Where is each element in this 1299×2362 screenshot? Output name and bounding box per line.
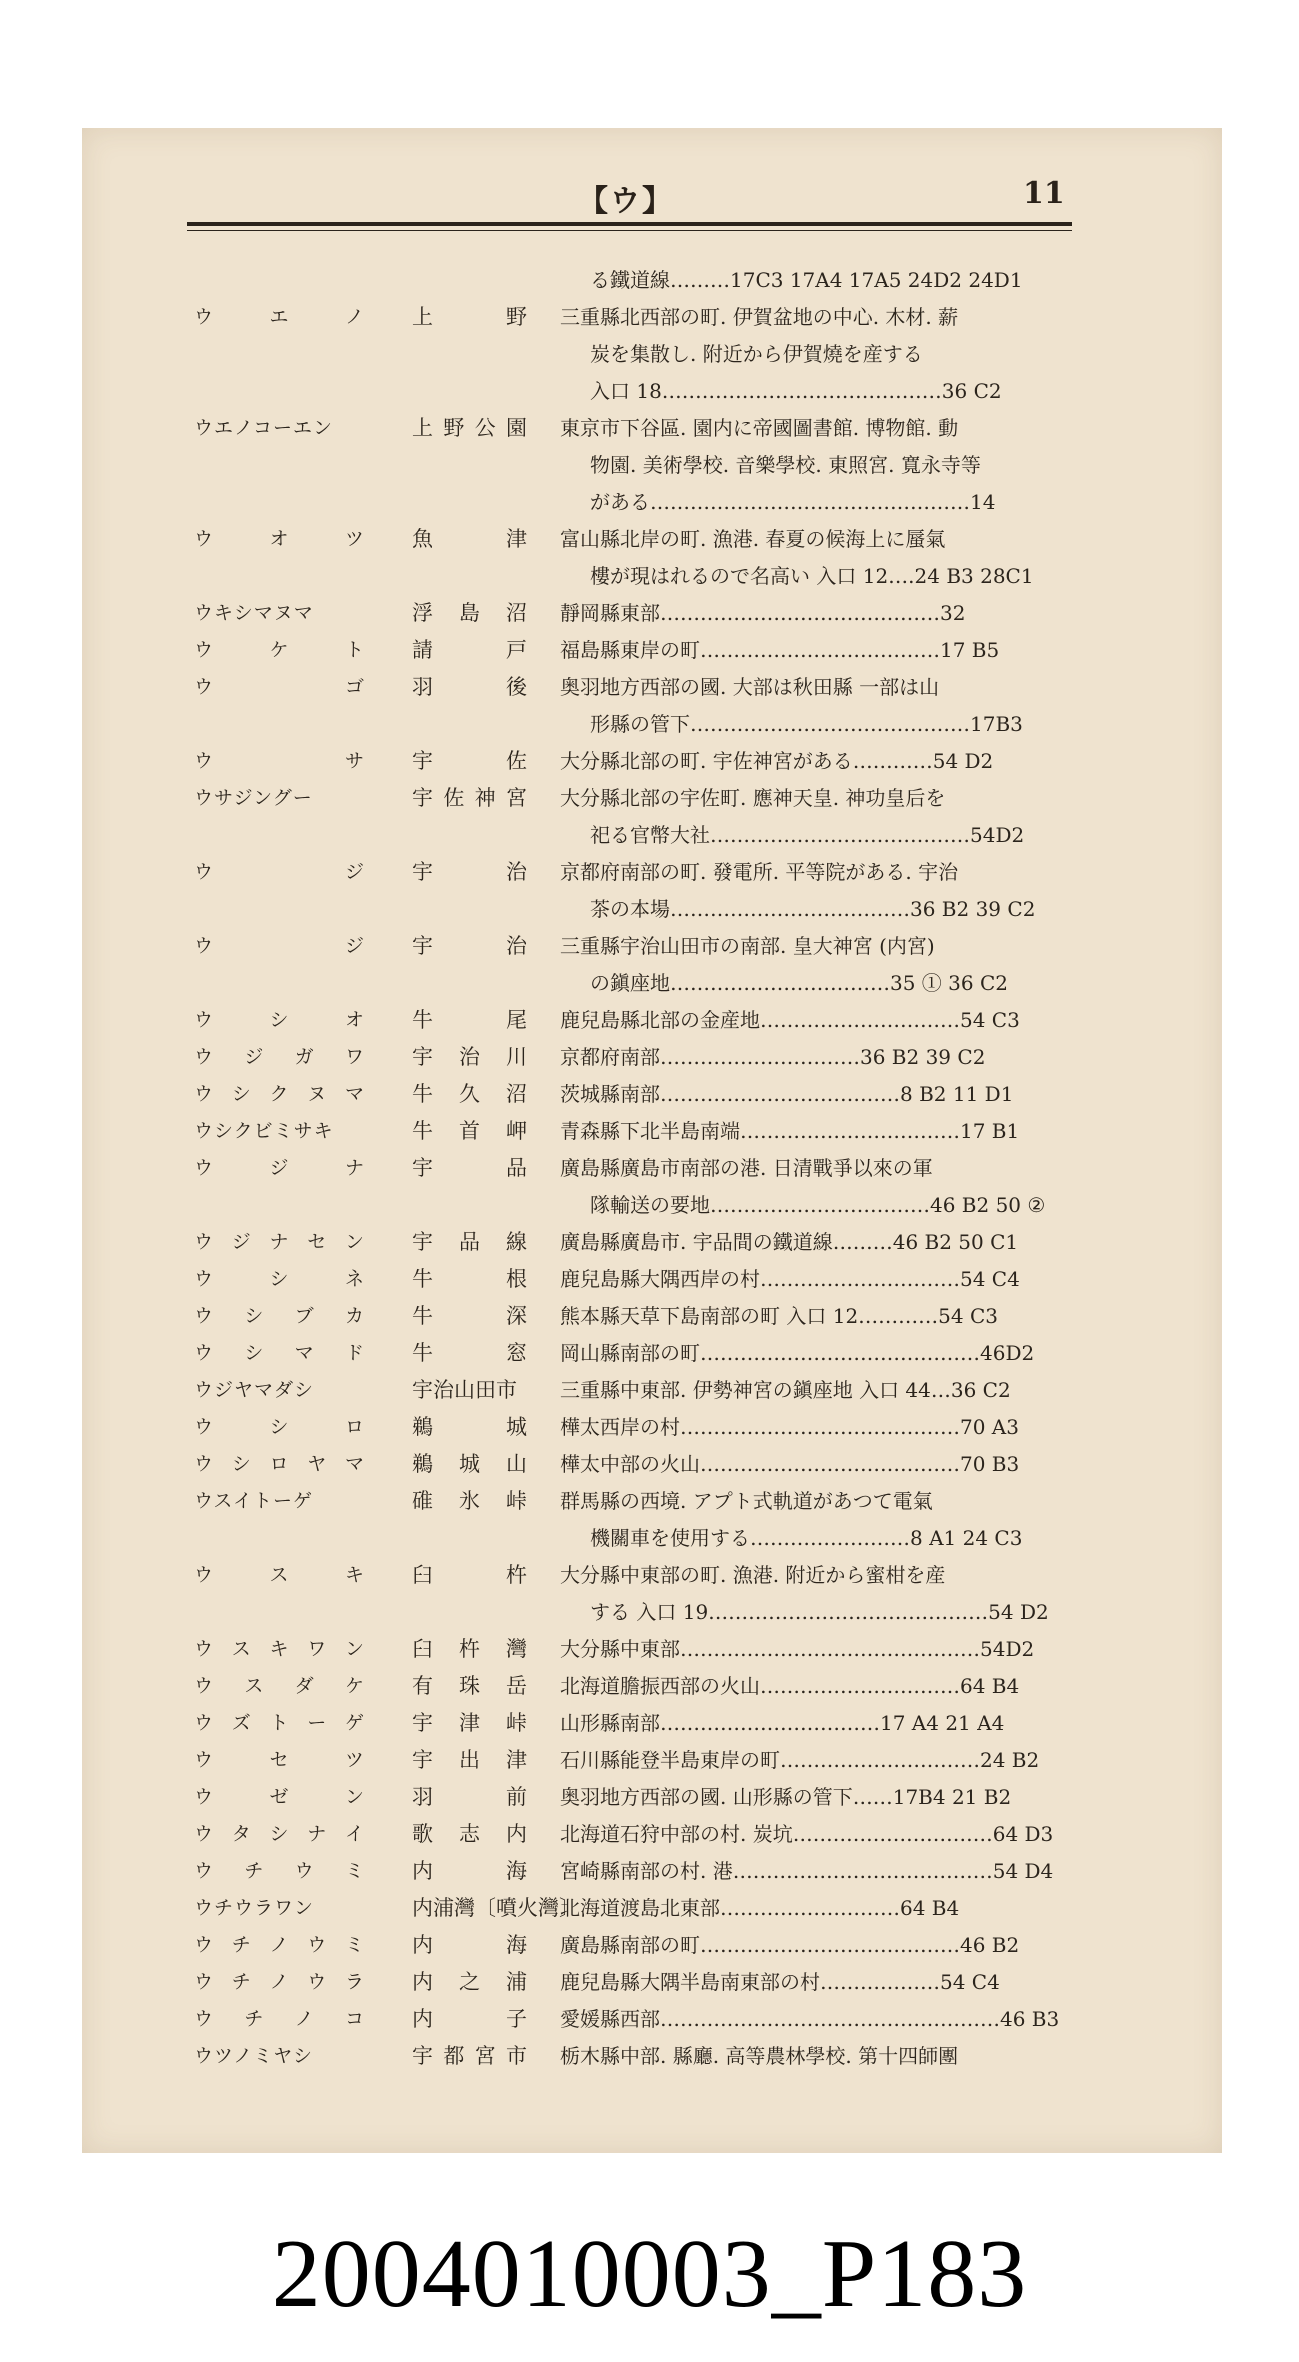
gazetteer-entry bbox=[0, 632, 1299, 669]
gazetteer-entry bbox=[0, 1705, 1299, 1742]
entry-line bbox=[0, 2001, 1299, 2038]
entry-description: 奥羽地方西部の國. 大部は秋田縣 一部は山 bbox=[560, 675, 940, 699]
gazetteer-entry bbox=[0, 262, 1299, 299]
entry-line bbox=[0, 410, 1299, 447]
entry-place-name: 宇治山田市 bbox=[412, 1378, 517, 1402]
entry-place-name: 牛 首 岬 bbox=[412, 1119, 527, 1143]
entry-line bbox=[0, 1261, 1299, 1298]
entry-reading: ウ ス キ bbox=[194, 1564, 364, 1586]
entry-place-name: 鵜 城 山 bbox=[412, 1452, 527, 1476]
entry-description: 鹿兒島縣大隅半島南東部の村………………54 C4 bbox=[560, 1970, 1000, 1994]
entry-place-name: 宇 品 bbox=[412, 1156, 527, 1180]
entry-reading: ウ ジ bbox=[194, 935, 364, 957]
gazetteer-entry bbox=[0, 521, 1299, 595]
entry-line bbox=[0, 1594, 1299, 1631]
gazetteer-entry bbox=[0, 743, 1299, 780]
gazetteer-entry bbox=[0, 1890, 1299, 1927]
gazetteer-entry bbox=[0, 854, 1299, 928]
gazetteer-entry bbox=[0, 1372, 1299, 1409]
entry-description: 宮崎縣南部の村. 港…………………………………54 D4 bbox=[560, 1859, 1054, 1883]
entry-place-name: 有 珠 岳 bbox=[412, 1674, 527, 1698]
entry-description: 三重縣中東部. 伊勢神宮の鎭座地 入口 44…36 C2 bbox=[560, 1378, 1011, 1402]
entry-description: る鐵道線………17C3 17A4 17A5 24D2 24D1 bbox=[590, 268, 1023, 292]
gazetteer-entry bbox=[0, 595, 1299, 632]
entry-line bbox=[0, 706, 1299, 743]
entry-place-name: 請 戸 bbox=[412, 638, 527, 662]
entry-line bbox=[0, 595, 1299, 632]
entry-reading: ウ サ bbox=[194, 750, 364, 772]
entry-description: 廣島縣廣島市. 宇品間の鐵道線………46 B2 50 C1 bbox=[560, 1230, 1019, 1254]
entry-line bbox=[0, 891, 1299, 928]
entry-line bbox=[0, 1853, 1299, 1890]
entry-description: 青森縣下北半島南端……………………………17 B1 bbox=[560, 1119, 1020, 1143]
entry-description: 大分縣北部の町. 宇佐神宮がある…………54 D2 bbox=[560, 749, 994, 773]
gazetteer-entry bbox=[0, 1224, 1299, 1261]
entry-line bbox=[0, 632, 1299, 669]
entry-reading: ウ オ ツ bbox=[194, 528, 364, 550]
gazetteer-entry bbox=[0, 1113, 1299, 1150]
entry-reading: ウチウラワン bbox=[194, 1897, 315, 1919]
gazetteer-entry bbox=[0, 669, 1299, 743]
entry-line bbox=[0, 1816, 1299, 1853]
entry-place-name: 宇 都 宮 市 bbox=[412, 2044, 527, 2068]
entry-place-name: 上 野 公 園 bbox=[412, 416, 527, 440]
gazetteer-entry bbox=[0, 1483, 1299, 1557]
entry-line bbox=[0, 1187, 1299, 1224]
gazetteer-entry bbox=[0, 1446, 1299, 1483]
entry-line bbox=[0, 780, 1299, 817]
entry-description: 樓が現はれるので名高い 入口 12….24 B3 28C1 bbox=[590, 564, 1034, 588]
header-rule bbox=[187, 222, 1072, 226]
entry-description: 三重縣宇治山田市の南部. 皇大神宮 (内宮) bbox=[560, 934, 935, 958]
entry-reading: ウ ジ ナ セ ン bbox=[194, 1231, 364, 1253]
entry-line bbox=[0, 1557, 1299, 1594]
entry-line bbox=[0, 484, 1299, 521]
entry-place-name: 宇 治 川 bbox=[412, 1045, 527, 1069]
entry-description: 機關車を使用する……………………8 A1 24 C3 bbox=[590, 1526, 1023, 1550]
entry-reading: ウエノコーエン bbox=[194, 417, 334, 439]
entry-description: 樺太西岸の村……………………………………70 A3 bbox=[560, 1415, 1019, 1439]
entry-reading: ウ チ ノ コ bbox=[194, 2008, 364, 2030]
entry-description: 東京市下谷區. 園内に帝國圖書館. 博物館. 動 bbox=[560, 416, 959, 440]
entry-line bbox=[0, 1631, 1299, 1668]
entry-line bbox=[0, 1113, 1299, 1150]
entry-line bbox=[0, 521, 1299, 558]
entry-description: 廣島縣廣島市南部の港. 日清戰爭以來の軍 bbox=[560, 1156, 933, 1180]
gazetteer-entry bbox=[0, 1002, 1299, 1039]
entry-line bbox=[0, 1779, 1299, 1816]
entry-line bbox=[0, 965, 1299, 1002]
entry-place-name: 宇 津 峠 bbox=[412, 1711, 527, 1735]
entry-place-name: 宇 品 線 bbox=[412, 1230, 527, 1254]
entry-description: 大分縣中東部………………………………………54D2 bbox=[560, 1637, 1035, 1661]
entry-line bbox=[0, 558, 1299, 595]
entry-description: 鹿兒島縣北部の金産地…………………………54 C3 bbox=[560, 1008, 1020, 1032]
catalog-caption: 2004010003_P183 bbox=[271, 2220, 1028, 2328]
entry-line bbox=[0, 1409, 1299, 1446]
entry-reading: ウ ズ ト ー ゲ bbox=[194, 1712, 364, 1734]
entry-description: 大分縣中東部の町. 漁港. 附近から蜜柑を産 bbox=[560, 1563, 946, 1587]
entry-line bbox=[0, 817, 1299, 854]
entry-reading: ウ ス ダ ケ bbox=[194, 1675, 364, 1697]
entry-place-name: 碓 氷 峠 bbox=[412, 1489, 527, 1513]
entry-place-name: 内 海 bbox=[412, 1859, 527, 1883]
entry-place-name: 歌 志 内 bbox=[412, 1822, 527, 1846]
entry-line bbox=[0, 373, 1299, 410]
entry-description: 奥羽地方西部の國. 山形縣の管下……17B4 21 B2 bbox=[560, 1785, 1012, 1809]
entry-line bbox=[0, 928, 1299, 965]
entry-place-name: 牛 根 bbox=[412, 1267, 527, 1291]
entry-line bbox=[0, 336, 1299, 373]
entry-line bbox=[0, 1372, 1299, 1409]
entry-place-name: 牛 深 bbox=[412, 1304, 527, 1328]
entry-description: 富山縣北岸の町. 漁港. 春夏の候海上に蜃氣 bbox=[560, 527, 946, 551]
entry-reading: ウ タ シ ナ イ bbox=[194, 1823, 364, 1845]
gazetteer-entry bbox=[0, 1039, 1299, 1076]
entry-reading: ウスイトーゲ bbox=[194, 1490, 314, 1512]
entry-reading: ウ シ ブ カ bbox=[194, 1305, 364, 1327]
entry-description: の鎭座地……………………………35 ① 36 C2 bbox=[590, 971, 1008, 995]
entry-description: 入口 18……………………………………36 C2 bbox=[590, 379, 1002, 403]
gazetteer-entry bbox=[0, 1298, 1299, 1335]
gazetteer-entry bbox=[0, 1742, 1299, 1779]
entry-description: 愛媛縣西部……………………………………………46 B3 bbox=[560, 2007, 1060, 2031]
entry-place-name: 宇 佐 神 宮 bbox=[412, 786, 527, 810]
entry-place-name: 宇 治 bbox=[412, 934, 527, 958]
entry-description: 隊輸送の要地……………………………46 B2 50 ② bbox=[590, 1193, 1046, 1217]
gazetteer-entry bbox=[0, 1927, 1299, 1964]
entry-place-name: 内 之 浦 bbox=[412, 1970, 527, 1994]
entry-line bbox=[0, 1039, 1299, 1076]
entry-line bbox=[0, 299, 1299, 336]
gazetteer-entry bbox=[0, 1557, 1299, 1631]
entry-reading: ウ ゴ bbox=[194, 676, 364, 698]
page-number: 11 bbox=[1023, 176, 1065, 211]
entry-place-name: 羽 前 bbox=[412, 1785, 527, 1809]
entry-reading: ウ シ ネ bbox=[194, 1268, 364, 1290]
entry-description: 廣島縣南部の町…………………………………46 B2 bbox=[560, 1933, 1020, 1957]
entry-description: 栃木縣中部. 縣廳. 高等農林學校. 第十四師團 bbox=[560, 2044, 959, 2068]
entry-place-name: 宇 治 bbox=[412, 860, 527, 884]
entry-reading: ウ チ ノ ウ ミ bbox=[194, 1934, 364, 1956]
entry-line bbox=[0, 1076, 1299, 1113]
gazetteer-entry bbox=[0, 2001, 1299, 2038]
entry-line bbox=[0, 1705, 1299, 1742]
gazetteer-entry bbox=[0, 1668, 1299, 1705]
entry-line bbox=[0, 1964, 1299, 2001]
entry-reading: ウ シ オ bbox=[194, 1009, 364, 1031]
entry-place-name: 上 野 bbox=[412, 305, 527, 329]
entry-place-name: 内浦灣〔噴火灣〕 bbox=[412, 1896, 580, 1920]
entry-line bbox=[0, 1890, 1299, 1927]
entry-reading: ウ セ ツ bbox=[194, 1749, 364, 1771]
entry-line bbox=[0, 1002, 1299, 1039]
entry-line bbox=[0, 1520, 1299, 1557]
entry-place-name: 牛 久 沼 bbox=[412, 1082, 527, 1106]
entry-line bbox=[0, 1446, 1299, 1483]
entry-line bbox=[0, 1483, 1299, 1520]
gazetteer-entry bbox=[0, 780, 1299, 854]
entry-description: 靜岡縣東部……………………………………32 bbox=[560, 601, 966, 625]
entry-description: 茨城縣南部………………………………8 B2 11 D1 bbox=[560, 1082, 1014, 1106]
entry-place-name: 宇 出 津 bbox=[412, 1748, 527, 1772]
entry-line bbox=[0, 1150, 1299, 1187]
entry-line bbox=[0, 669, 1299, 706]
gazetteer-entries bbox=[0, 262, 1299, 2075]
gazetteer-entry bbox=[0, 299, 1299, 410]
entry-place-name: 牛 窓 bbox=[412, 1341, 527, 1365]
entry-place-name: 内 子 bbox=[412, 2007, 527, 2031]
entry-reading: ウ シ ロ ヤ マ bbox=[194, 1453, 364, 1475]
entry-line bbox=[0, 262, 1299, 299]
entry-place-name: 浮 島 沼 bbox=[412, 601, 527, 625]
entry-reading: ウ シ ロ bbox=[194, 1416, 364, 1438]
gazetteer-entry bbox=[0, 410, 1299, 521]
header-rule-thin bbox=[187, 230, 1072, 231]
entry-description: 群馬縣の西境. アプト式軌道があつて電氣 bbox=[560, 1489, 933, 1513]
section-header: 【ウ】 bbox=[578, 184, 674, 219]
entry-line bbox=[0, 1742, 1299, 1779]
gazetteer-entry bbox=[0, 1076, 1299, 1113]
entry-line bbox=[0, 1927, 1299, 1964]
entry-description: 炭を集散し. 附近から伊賀燒を産する bbox=[590, 342, 923, 366]
entry-reading: ウキシマヌマ bbox=[194, 602, 314, 624]
entry-description: 京都府南部…………………………36 B2 39 C2 bbox=[560, 1045, 986, 1069]
entry-reading: ウ ケ ト bbox=[194, 639, 364, 661]
entry-description: 岡山縣南部の町……………………………………46D2 bbox=[560, 1341, 1035, 1365]
entry-reading: ウサジングー bbox=[194, 787, 313, 809]
gazetteer-entry bbox=[0, 1853, 1299, 1890]
entry-line bbox=[0, 1668, 1299, 1705]
gazetteer-entry bbox=[0, 1779, 1299, 1816]
entry-description: 熊本縣天草下島南部の町 入口 12…………54 C3 bbox=[560, 1304, 998, 1328]
entry-place-name: 魚 津 bbox=[412, 527, 527, 551]
entry-reading: ウ エ ノ bbox=[194, 306, 364, 328]
entry-reading: ウ ゼ ン bbox=[194, 1786, 364, 1808]
entry-reading: ウ チ ノ ウ ラ bbox=[194, 1971, 364, 1993]
entry-description: 北海道石狩中部の村. 炭坑…………………………64 D3 bbox=[560, 1822, 1054, 1846]
entry-description: する 入口 19……………………………………54 D2 bbox=[590, 1600, 1049, 1624]
entry-reading: ウジヤマダシ bbox=[194, 1379, 315, 1401]
gazetteer-entry bbox=[0, 1964, 1299, 2001]
entry-description: 樺太中部の火山…………………………………70 B3 bbox=[560, 1452, 1020, 1476]
entry-description: 茶の本場………………………………36 B2 39 C2 bbox=[590, 897, 1036, 921]
entry-description: 形縣の管下……………………………………17B3 bbox=[590, 712, 1023, 736]
entry-place-name: 臼 杵 bbox=[412, 1563, 527, 1587]
entry-place-name: 宇 佐 bbox=[412, 749, 527, 773]
entry-place-name: 臼 杵 灣 bbox=[412, 1637, 527, 1661]
entry-description: 北海道膽振西部の火山…………………………64 B4 bbox=[560, 1674, 1020, 1698]
entry-line bbox=[0, 447, 1299, 484]
entry-reading: ウ ジ bbox=[194, 861, 364, 883]
entry-line bbox=[0, 1298, 1299, 1335]
entry-line bbox=[0, 743, 1299, 780]
entry-line bbox=[0, 1335, 1299, 1372]
entry-place-name: 内 海 bbox=[412, 1933, 527, 1957]
entry-reading: ウ シ ク ヌ マ bbox=[194, 1083, 364, 1105]
entry-reading: ウ ジ ガ ワ bbox=[194, 1046, 364, 1068]
gazetteer-entry bbox=[0, 1335, 1299, 1372]
entry-reading: ウツノミヤシ bbox=[194, 2045, 314, 2067]
entry-description: 物園. 美術學校. 音樂學校. 東照宮. 寬永寺等 bbox=[590, 453, 981, 477]
entry-description: 京都府南部の町. 發電所. 平等院がある. 宇治 bbox=[560, 860, 959, 884]
entry-description: がある…………………………………………14 bbox=[590, 490, 996, 514]
entry-reading: ウ シ マ ド bbox=[194, 1342, 364, 1364]
gazetteer-entry bbox=[0, 1816, 1299, 1853]
entry-reading: ウ チ ウ ミ bbox=[194, 1860, 364, 1882]
entry-description: 鹿兒島縣大隅西岸の村…………………………54 C4 bbox=[560, 1267, 1020, 1291]
entry-description: 北海道渡島北東部………………………64 B4 bbox=[560, 1896, 960, 1920]
entry-line bbox=[0, 854, 1299, 891]
entry-line bbox=[0, 1224, 1299, 1261]
entry-description: 大分縣北部の宇佐町. 應神天皇. 神功皇后を bbox=[560, 786, 946, 810]
gazetteer-entry bbox=[0, 928, 1299, 1002]
gazetteer-entry bbox=[0, 1261, 1299, 1298]
entry-description: 石川縣能登半島東岸の町…………………………24 B2 bbox=[560, 1748, 1040, 1772]
entry-place-name: 牛 尾 bbox=[412, 1008, 527, 1032]
entry-description: 山形縣南部……………………………17 A4 21 A4 bbox=[560, 1711, 1005, 1735]
entry-reading: ウ ス キ ワ ン bbox=[194, 1638, 364, 1660]
entry-line bbox=[0, 2038, 1299, 2075]
gazetteer-entry bbox=[0, 1409, 1299, 1446]
gazetteer-entry bbox=[0, 2038, 1299, 2075]
entry-description: 祀る官幣大社…………………………………54D2 bbox=[590, 823, 1025, 847]
entry-description: 三重縣北西部の町. 伊賀盆地の中心. 木材. 薪 bbox=[560, 305, 959, 329]
entry-place-name: 羽 後 bbox=[412, 675, 527, 699]
entry-reading: ウシクビミサキ bbox=[194, 1120, 334, 1142]
gazetteer-entry bbox=[0, 1631, 1299, 1668]
entry-place-name: 鵜 城 bbox=[412, 1415, 527, 1439]
entry-description: 福島縣東岸の町………………………………17 B5 bbox=[560, 638, 1000, 662]
gazetteer-entry bbox=[0, 1150, 1299, 1224]
entry-reading: ウ ジ ナ bbox=[194, 1157, 364, 1179]
